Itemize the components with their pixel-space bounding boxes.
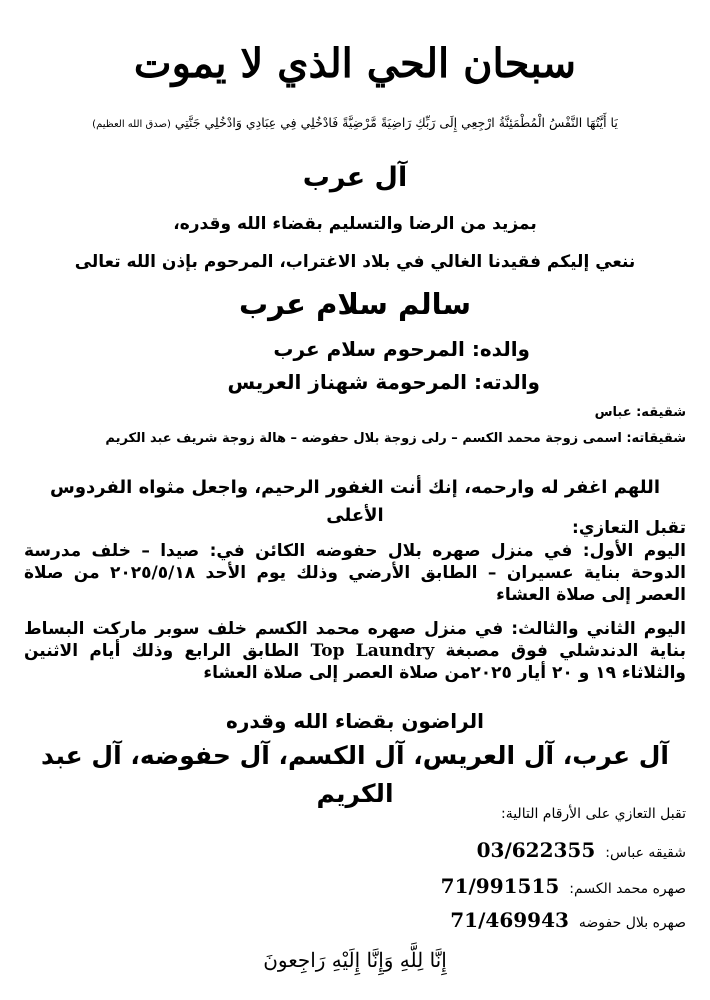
condolences-day23 (24, 618, 686, 684)
brother-name: عباس (594, 405, 632, 420)
family-title: آل عرب (302, 162, 408, 193)
acceptance-line: الراضون بقضاء الله وقدره (226, 709, 484, 733)
brother-label: شقيقه: (636, 405, 686, 420)
intro-line-1: بمزيد من الرضا والتسليم بقضاء الله وقدره، (173, 214, 537, 234)
day23-label: اليوم الثاني والثالث: (511, 619, 687, 639)
condolences-day1 (24, 540, 686, 606)
phone-number[interactable]: 71/469943 (450, 908, 569, 932)
deceased-name: سالم سلام عرب (238, 287, 471, 321)
sisters-names: اسمى زوجة محمد الكسم – رلى زوجة بلال حفوضه – هالة زوجة شريف عبد الكريم (105, 431, 622, 446)
intro-line-2: ننعي إليكم فقيدنا الغالي في بلاد الاغتراب، المرحوم بإذن الله تعالى (74, 252, 636, 272)
phone-row-kassem (24, 874, 686, 898)
phone-label: شقيقه عباس: (605, 845, 686, 861)
phone-label: صهره محمد الكسم: (569, 881, 686, 897)
verse-source: (صدق الله العظيم) (92, 119, 171, 130)
brother-line (20, 402, 686, 424)
day23-details-1: في منزل صهره محمد الكسم خلف سوبر ماركت البساط بناية الدندشلي فوق مصبغة (24, 619, 686, 661)
phone-label: صهره بلال حفوضه (578, 915, 686, 931)
closing-verse: إِنَّا لِلَّهِ وَإِنَّا إِلَيْهِ رَاجِعونَ (263, 948, 447, 972)
day1-details: في منزل صهره بلال حفوضه الكائن في: صيدا – خلف مدرسة الدوحة بناية عسيران – الطابق الأرضي وذلك يوم الأحد ٢٠٢٥/٥/١٨ من صلاة العصر إلى صلاة العشاء (24, 541, 686, 605)
verse-text: يَا أَيَّتُهَا النَّفْسُ الْمُطْمَئِنَّةُ ارْجِعِي إِلَى رَبِّكِ رَاضِيَةً مَّرْضِيَّةً فَادْخُلِي فِي عِبَادِي وَادْخُلِي جَنَّتِي (174, 115, 618, 130)
condolences-heading: تقبل التعازي: (572, 518, 686, 538)
prayer-line: اللهم اغفر له وارحمه، إنك أنت الغفور الرحيم، واجعل مثواه الفردوس الأعلى (50, 477, 660, 526)
sisters-line (20, 428, 686, 450)
mother-line: والدته: المرحومة شهناز العريس (227, 370, 540, 394)
phone-row-hafouda (24, 908, 686, 932)
quran-verse (32, 112, 678, 136)
calligraphy-header: سبحان الحي الذي لا يموت (133, 40, 577, 87)
phones-heading: تقبل التعازي على الأرقام التالية: (500, 806, 686, 822)
families-line: آل عرب، آل العريس، آل الكسم، آل حفوضه، آل عبد الكريم (41, 741, 669, 808)
father-line: والده: المرحوم سلام عرب (273, 337, 530, 361)
phone-row-brother (24, 838, 686, 862)
day23-details-2: الطابق الرابع وذلك أيام الاثنين والثلاثاء ١٩ و ٢٠ أيار ٢٠٢٥من صلاة العصر إلى صلاة العشاء (24, 641, 686, 683)
laundry-name: Top Laundry (310, 641, 435, 661)
phone-number[interactable]: 71/991515 (440, 874, 560, 898)
phone-number[interactable]: 03/622355 (476, 838, 596, 862)
day1-label: اليوم الأول: (582, 541, 687, 561)
sisters-label: شقيقاته: (626, 431, 686, 446)
